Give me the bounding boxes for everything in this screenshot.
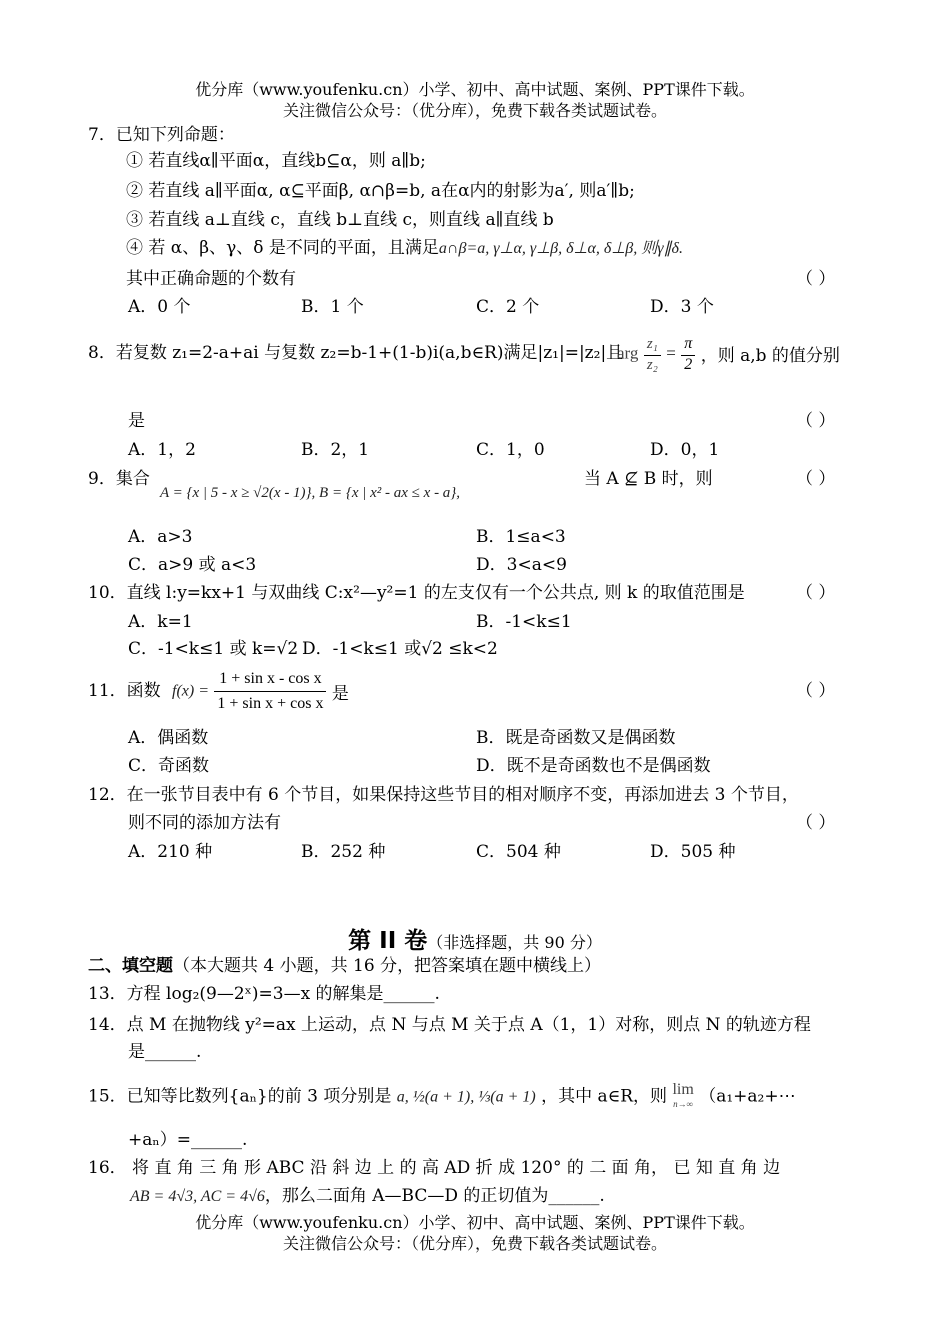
q8-ratio-num: z₁ [644,333,661,356]
q9-set-math: A = {x | 5 - x ≥ √2(x - 1)}, B = {x | x² - ax ≤ x - a}, [160,485,461,501]
q10-option-d: D．-1<k≤1 或√2 ≤k<2 [302,639,498,659]
q7-answer-paren: （ ） [796,269,836,289]
q12-continuation: 则不同的添加方法有 [128,813,281,833]
q12-option-b: B．252 种 [301,842,386,862]
part-two-heading: 第 II 卷 [348,928,428,954]
q9-option-c: C．a>9 或 a<3 [128,555,257,575]
q7-proposition-1: ① 若直线α∥平面α，直线b⊆α，则 a∥b; [126,151,426,171]
q9-option-d: D．3<a<9 [476,555,567,575]
q9-condition: 当 A ⊈ B 时，则 [584,469,713,489]
q8-ratio-fraction [644,333,661,374]
q10-option-c: C．-1<k≤1 或 k=√2 [128,639,299,659]
fill-section-heading [88,955,601,977]
part-two-title [0,927,950,957]
q15-lim: lim [672,1081,694,1098]
q11-denominator: 1 + sin x + cos x [217,695,324,712]
q14-text: 14．点 M 在抛物线 y²=ax 上运动，点 N 与点 M 关于点 A（1，1）对称，则点 N 的轨迹方程 [88,1015,811,1035]
q11-numerator: 1 + sin x - cos x [214,667,326,692]
q9-option-b: B．1≤a<3 [476,527,566,547]
header-line-1: 优分库（www.youfenku.cn）小学、初中、高中试题、案例、PPT课件下载。 [195,80,755,99]
q7-option-b: B．1 个 [301,297,364,317]
q7-option-d: D．3 个 [650,297,714,317]
q7-proposition-2: ② 若直线 a∥平面α, α⊆平面β, α∩β=b, a在α内的射影为a′, 则a′∥b; [126,181,635,201]
q13-text: 13．方程 log₂(9—2ˣ)=3—x 的解集是______. [88,984,440,1004]
q11-option-d: D．既不是奇函数也不是偶函数 [476,756,711,776]
q7-option-c: C．2 个 [476,297,540,317]
q8-rhs-num: π [681,333,695,356]
q12-option-c: C．504 种 [476,842,561,862]
q11-stem: 11．函数 [88,681,161,701]
q11-option-b: B．既是奇函数又是偶函数 [476,728,676,748]
q14-continuation: 是______. [128,1042,202,1062]
q11-fraction [214,667,326,716]
q10-answer-paren: （ ） [796,583,836,603]
q12-answer-paren: （ ） [796,813,836,833]
q7-proposition-4 [126,237,683,260]
q8-arg-expression [617,333,840,374]
footer-line-2: 关注微信公众号：（优分库），免费下载各类试题试卷。 [282,1234,667,1253]
q7-proposition-4-math: a∩β=a, γ⊥α, γ⊥β, δ⊥α, δ⊥β, 则γ∥δ. [438,240,683,257]
header-line-2: 关注微信公众号：（优分库），免费下载各类试题试卷。 [282,101,667,120]
q15-sequence: a, ½(a + 1), ⅓(a + 1) [396,1088,536,1106]
q8-arg: arg [617,343,639,363]
q8-option-b: B．2，1 [301,440,370,460]
q8-ratio-den: z₂ [646,357,658,373]
fill-heading: 二、填空题 [88,956,173,976]
q16-text: 16． 将 直 角 三 角 形 ABC 沿 斜 边 上 的 高 AD 折 成 120° 的 二 面 角， 已 知 直 角 边 [88,1158,781,1178]
q9-option-a: A．a>3 [128,527,193,547]
q8-equals: = [666,343,676,363]
q11-answer-paren: （ ） [796,681,836,701]
q7-stem: 7．已知下列命题： [88,125,235,145]
q11-option-a: A．偶函数 [128,728,209,748]
q8-tail: ，则 a,b 的值分别 [700,346,840,366]
q16-continuation [130,1185,605,1208]
q15-limit [672,1083,693,1111]
q7-proposition-4-text: ④ 若 α、β、γ、δ 是不同的平面，且满足 [126,238,439,258]
q16-math: AB = 4√3, AC = 4√6 [130,1188,265,1205]
q8-answer-paren: （ ） [796,411,836,431]
q12-stem: 12．在一张节目表中有 6 个节目，如果保持这些节目的相对顺序不变，再添加进去 3 个节目， [88,785,799,805]
q16-tail: ，那么二面角 A—BC—D 的正切值为______. [264,1186,605,1206]
q8-option-a: A．1，2 [128,440,196,460]
q10-stem: 10．直线 l:y=kx+1 与双曲线 C:x²—y²=1 的左支仅有一个公共点, 则 k 的取值范围是 [88,583,745,603]
q15-lead: 15．已知等比数列{aₙ}的前 3 项分别是 [88,1086,392,1107]
q8-option-c: C．1，0 [476,440,545,460]
q9-stem: 9．集合 [88,469,150,489]
q11-fx: f(x) = [172,682,209,700]
q15-continuation: +aₙ）=______. [128,1130,248,1150]
q9-answer-paren: （ ） [796,469,836,489]
footer-line-1: 优分库（www.youfenku.cn）小学、初中、高中试题、案例、PPT课件下载。 [195,1213,755,1232]
q7-question: 其中正确命题的个数有 [126,269,296,289]
part-two-note: （非选择题，共 90 分） [427,933,602,952]
fill-heading-note: （本大题共 4 小题，共 16 分，把答案填在题中横线上） [173,956,602,976]
q10-option-b: B．-1<k≤1 [476,612,572,632]
q9-set-definition [160,481,460,504]
q12-option-d: D．505 种 [650,842,736,862]
q11-option-c: C．奇函数 [128,756,210,776]
q8-option-d: D．0，1 [650,440,720,460]
q15-middle: ，其中 a∈R，则 [541,1086,668,1107]
q8-continuation: 是 [128,411,145,431]
q11-tail: 是 [331,684,349,704]
q8-rhs-fraction [681,333,695,374]
q7-proposition-3: ③ 若直线 a⊥直线 c，直线 b⊥直线 c，则直线 a∥直线 b [126,210,554,230]
q12-option-a: A．210 种 [128,842,213,862]
q15-sum: （a₁+a₂+⋯ [699,1086,796,1107]
q10-option-a: A．k=1 [128,612,193,632]
q8-rhs-den: 2 [684,356,693,373]
q7-option-a: A．0 个 [128,297,191,317]
q15-text [88,1083,796,1111]
q8-stem: 8．若复数 z₁=2-a+ai 与复数 z₂=b-1+(1-b)i(a,b∈R)满足|z₁|=|z₂|且 [88,343,624,363]
q11-function [172,667,349,716]
q15-lim-sub: n→∞ [673,1099,694,1109]
